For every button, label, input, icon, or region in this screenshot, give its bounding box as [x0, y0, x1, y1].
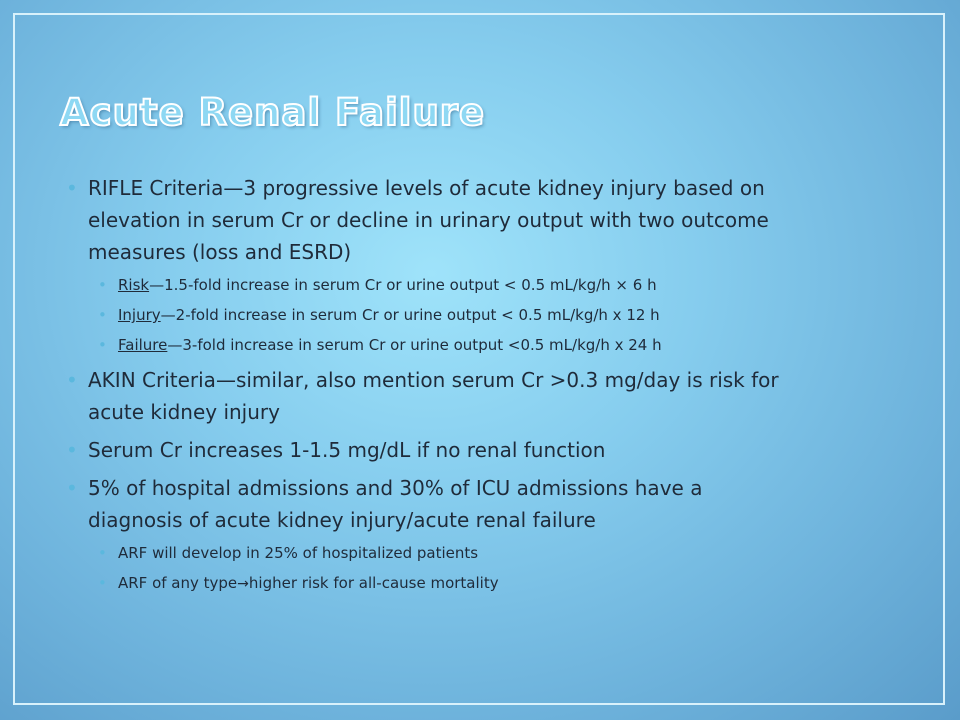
slide-content: [66, 172, 916, 603]
bullet-line: diagnosis of acute kidney injury/acute renal failure: [88, 508, 596, 532]
term-injury: Injury: [118, 306, 161, 324]
slide-title: Acute Renal Failure: [60, 91, 486, 134]
bullet-line: • RIFLE Criteria—3 progressive levels of acute kidney injury based on: [88, 176, 765, 200]
term-risk: Risk: [118, 276, 150, 294]
sub-bullet-text: —1.5-fold increase in serum Cr or urine output < 0.5 mL/kg/h × 6 h: [149, 276, 657, 294]
sub-bullet-arf-mortality: [98, 572, 916, 595]
bullet-line: • AKIN Criteria—similar, also mention serum Cr >0.3 mg/day is risk for: [88, 368, 779, 392]
arrow-right-icon: →: [237, 576, 249, 592]
sub-bullet-text: —3-fold increase in serum Cr or urine output <0.5 mL/kg/h x 24 h: [167, 336, 662, 354]
sub-bullet-arf-develop: [98, 542, 916, 564]
sub-bullet-risk: [98, 274, 916, 296]
bullet-serum-cr: [66, 434, 916, 466]
bullet-line: • 5% of hospital admissions and 30% of ICU admissions have a: [88, 476, 703, 500]
bullet-line: • Serum Cr increases 1-1.5 mg/dL if no renal function: [88, 438, 606, 462]
sub-bullet-failure: [98, 334, 916, 356]
sub-bullet-text: higher risk for all-cause mortality: [248, 574, 499, 592]
bullet-line: acute kidney injury: [88, 400, 280, 424]
sub-bullet-text: ARF will develop in 25% of hospitalized patients: [118, 544, 479, 562]
bullet-admissions: [66, 472, 916, 536]
bullet-line: elevation in serum Cr or decline in urinary output with two outcome: [88, 208, 769, 232]
bullet-rifle-criteria: [66, 172, 916, 268]
sub-bullet-injury: [98, 304, 916, 326]
bullet-line: measures (loss and ESRD): [88, 240, 352, 264]
sub-bullet-text: ARF of any type: [118, 574, 238, 592]
bullet-akin-criteria: [66, 364, 916, 428]
sub-bullet-text: —2-fold increase in serum Cr or urine output < 0.5 mL/kg/h x 12 h: [160, 306, 660, 324]
term-failure: Failure: [118, 336, 168, 354]
